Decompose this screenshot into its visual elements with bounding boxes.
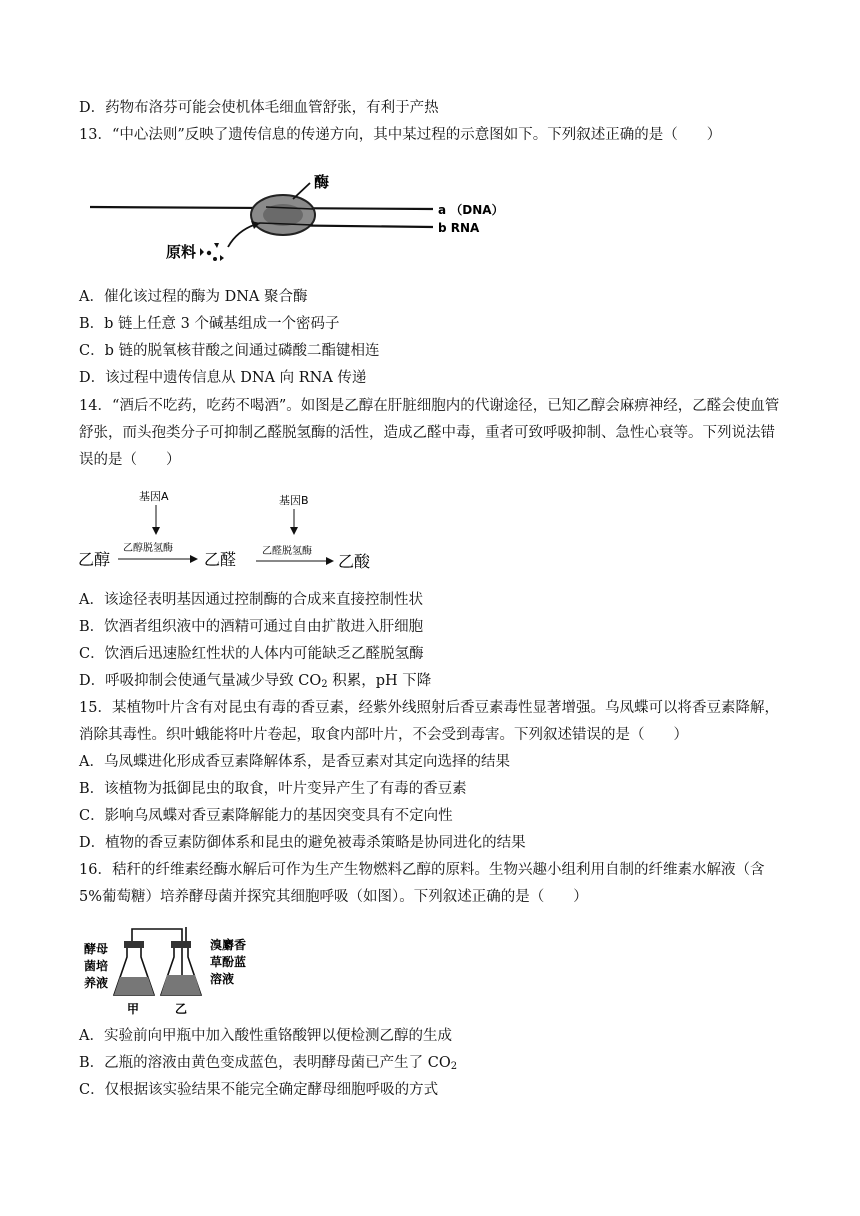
q13-transcription-figure [88, 163, 518, 275]
q15-option-a: A．乌凤蝶进化形成香豆素降解体系，是香豆素对其定向选择的结果 [79, 754, 510, 770]
svg-text:草酚蓝: 草酚蓝 [210, 955, 247, 969]
q16-option-b: B．乙瓶的溶液由黄色变成蓝色，表明酵母菌已产生了 $CO_2$ [79, 1055, 458, 1072]
q15-stem-line-2: 消除其毒性。织叶蛾能将叶片卷起，取食内部叶片，不会受到毒害。下列叙述错误的是（ ） [79, 727, 688, 743]
svg-text:养液: 养液 [84, 976, 109, 990]
q16-option-a: A．实验前向甲瓶中加入酸性重铬酸钾以便检测乙醇的生成 [79, 1028, 452, 1044]
enzyme-2-label: 乙醛脱氢酶 [262, 546, 312, 557]
flask-jia [114, 941, 154, 995]
label-jia: 甲 [127, 1002, 140, 1016]
q14-metabolism-figure [76, 485, 386, 580]
svg-text:酵母: 酵母 [84, 942, 109, 956]
q14-option-b: B．饮酒者组织液中的酒精可通过自由扩散进入肝细胞 [79, 619, 424, 635]
strand-b-label: b RNA [438, 221, 480, 235]
flask-yi [161, 927, 201, 995]
acetaldehyde-label: 乙醛 [204, 550, 237, 569]
gene-a-label: 基因A [139, 490, 169, 503]
ethanol-label: 乙醇 [78, 550, 111, 569]
q15-option-c: C．影响乌凤蝶对香豆素降解能力的基因突变具有不定向性 [79, 808, 453, 824]
q14-option-a: A．该途径表明基因通过控制酶的合成来直接控制性状 [79, 592, 423, 608]
q13-option-c: C．b 链的脱氧核苷酸之间通过磷酸二酯键相连 [79, 343, 380, 359]
q16-apparatus-figure [82, 925, 282, 1017]
q14-option-c: C．饮酒后迅速脸红性状的人体内可能缺乏乙醛脱氢酶 [79, 646, 424, 662]
enzyme-1-label: 乙醇脱氢酶 [123, 543, 173, 554]
svg-text:溶液: 溶液 [210, 972, 235, 986]
q15-option-b: B．该植物为抵御昆虫的取食，叶片变异产生了有毒的香豆素 [79, 781, 467, 797]
q16-stem-line-1: 16．秸秆的纤维素经酶水解后可作为生产生物燃料乙醇的原料。生物兴趣小组利用自制的纤维素水解液（含 [79, 862, 765, 878]
q16-stem-line-2: 5%葡萄糖）培养酵母菌并探究其细胞呼吸（如图）。下列叙述正确的是（ ） [79, 889, 588, 905]
q15-stem-line-1: 15．某植物叶片含有对昆虫有毒的香豆素，经紫外线照射后香豆素毒性显著增强。乌凤蝶可以将香豆素降解， [79, 700, 779, 716]
q13-stem: 13．“中心法则”反映了遗传信息的传递方向，其中某过程的示意图如下。下列叙述正确的是（ ） [79, 127, 722, 143]
q16-option-c: C．仅根据该实验结果不能完全确定酵母细胞呼吸的方式 [79, 1082, 439, 1098]
q13-option-b: B．b 链上任意 3 个碱基组成一个密码子 [79, 316, 340, 332]
strand-a-label: a （DNA） [438, 203, 504, 217]
svg-text:溴麝香: 溴麝香 [210, 938, 247, 952]
enzyme-label: 酶 [314, 173, 330, 191]
material-label: 原料 [166, 243, 197, 261]
q14-stem-line-1: 14．“酒后不吃药，吃药不喝酒”。如图是乙醇在肝脏细胞内的代谢途径，已知乙醇会麻痹神经，乙醛会使血管 [79, 398, 780, 414]
q14-stem-line-3: 误的是（ ） [79, 452, 181, 468]
label-yi: 乙 [175, 1002, 188, 1016]
q13-option-d: D．该过程中遗传信息从 DNA 向 RNA 传递 [79, 370, 367, 386]
q12-option-d: D．药物布洛芬可能会使机体毛细血管舒张，有利于产热 [79, 100, 439, 116]
enzyme-pointer-line [293, 183, 310, 199]
q14-stem-line-2: 舒张，而头孢类分子可抑制乙醛脱氢酶的活性，造成乙醛中毒，重者可致呼吸抑制、急性心衰等。下列说法错 [79, 425, 775, 441]
q13-option-a: A．催化该过程的酶为 DNA 聚合酶 [79, 289, 308, 305]
gene-b-label: 基因B [279, 494, 309, 507]
svg-text:菌培: 菌培 [84, 959, 109, 973]
q14-option-d: D．呼吸抑制会使通气量减少导致 $CO_2$ 积累，pH 下降 [79, 673, 432, 690]
acetic-acid-label: 乙酸 [338, 552, 371, 571]
q15-option-d: D．植物的香豆素防御体系和昆虫的避免被毒杀策略是协同进化的结果 [79, 835, 526, 851]
